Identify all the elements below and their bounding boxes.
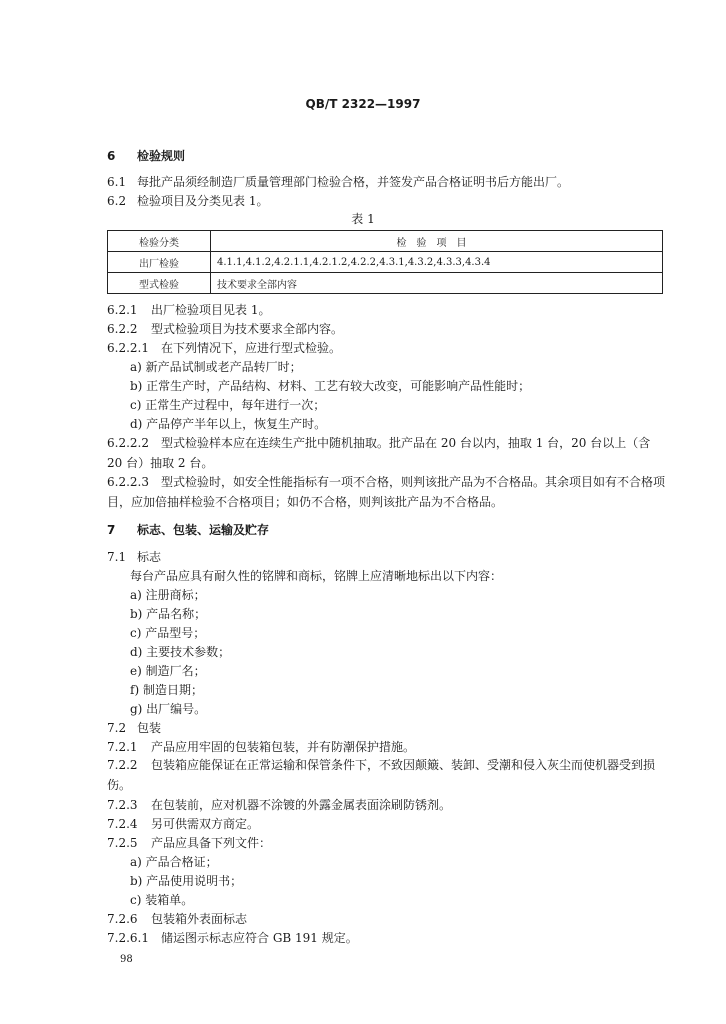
clause-6-2-2-3	[107, 472, 665, 512]
clause-text: 产品应用牢固的包装箱包装，并有防潮保护措施。	[151, 740, 416, 754]
inspection-table	[107, 230, 663, 294]
list-item: e) 制造厂名；	[130, 664, 206, 678]
section-title: 标志、包装、运输及贮存	[137, 523, 270, 537]
clause-number: 7.2.2	[107, 758, 138, 772]
list-item: d) 产品停产半年以上，恢复生产时。	[130, 417, 327, 431]
clause-7-2-6	[107, 911, 247, 927]
section-number: 6	[107, 149, 116, 163]
clause-number: 7.2.5	[107, 836, 138, 850]
clause-number: 7.2.6.1	[107, 931, 149, 945]
clause-number: 7.2	[107, 721, 127, 735]
list-item: c) 正常生产过程中，每年进行一次；	[130, 398, 326, 412]
table-row	[108, 273, 663, 294]
clause-7-2-3	[107, 797, 451, 813]
list-item: a) 注册商标；	[130, 588, 206, 602]
clause-6-2-1	[107, 302, 270, 318]
clause-number: 7.2.1	[107, 740, 138, 754]
clause-6-2-2-2	[107, 433, 665, 473]
list-item: b) 产品名称；	[130, 607, 207, 621]
table-cell-items: 4.1.1,4.1.2,4.2.1.1,4.2.1.2,4.2.2,4.3.1,4.3.2,4.3.3,4.3.4	[211, 252, 663, 273]
clause-number: 6.2.2.3	[107, 475, 149, 489]
clause-text: 包装箱外表面标志	[151, 912, 248, 926]
table-cell-category: 出厂检验	[108, 252, 211, 273]
section-number: 7	[107, 523, 116, 537]
clause-number: 7.2.4	[107, 817, 138, 831]
clause-7-2-4	[107, 816, 259, 832]
clause-text: 型式检验项目为技术要求全部内容。	[151, 322, 344, 336]
list-item: a) 产品合格证；	[130, 855, 218, 869]
clause-number: 6.2.1	[107, 303, 138, 317]
table-header-category: 检验分类	[108, 231, 211, 252]
clause-number: 7.1	[107, 550, 127, 564]
clause-text: 型式检验样本应在连续生产批中随机抽取。批产品在 20 台以内，抽取 1 台，20 台以上（含 20 台）抽取 2 台。	[107, 436, 651, 470]
table-cell-items: 技术要求全部内容	[211, 273, 663, 294]
clause-number: 6.2.2	[107, 322, 138, 336]
clause-number: 6.2.2.1	[107, 341, 149, 355]
list-item: b) 产品使用说明书；	[130, 874, 243, 888]
list-item: g) 出厂编号。	[130, 702, 207, 716]
list-item: a) 新产品试制或老产品转厂时；	[130, 360, 302, 374]
clause-title: 包装	[137, 721, 162, 735]
standard-header: QB/T 2322—1997	[305, 97, 421, 111]
clause-number: 7.2.3	[107, 798, 138, 812]
list-item: f) 制造日期；	[130, 683, 203, 697]
list-item: c) 装箱单。	[130, 893, 194, 907]
clause-7-2-1	[107, 739, 415, 755]
clause-number: 6.2.2.2	[107, 436, 149, 450]
clause-6-2	[107, 193, 268, 209]
clause-6-2-2	[107, 321, 343, 337]
clause-6-2-2-1	[107, 340, 341, 356]
section-6-heading	[107, 148, 185, 164]
clause-text: 另可供需双方商定。	[151, 817, 260, 831]
clause-number: 7.2.6	[107, 912, 138, 926]
table-header-items: 检验项目	[211, 231, 663, 252]
list-item: b) 正常生产时，产品结构、材料、工艺有较大改变，可能影响产品性能时；	[130, 379, 531, 393]
clause-7-1-intro: 每台产品应具有耐久性的铭牌和商标，铭牌上应清晰地标出以下内容：	[130, 569, 503, 583]
clause-text: 包装箱应能保证在正常运输和保管条件下，不致因颠簸、装卸、受潮和侵入灰尘而使机器受到损伤。	[107, 758, 656, 792]
clause-text: 型式检验时，如安全性能指标有一项不合格，则判该批产品为不合格品。其余项目如有不合格项目，应加倍抽样检验不合格项目；如仍不合格，则判该批产品为不合格品。	[107, 475, 666, 509]
clause-text: 检验项目及分类见表 1。	[137, 194, 269, 208]
clause-text: 储运图示标志应符合 GB 191 规定。	[161, 931, 358, 945]
clause-number: 6.2	[107, 194, 127, 208]
clause-text: 在包装前，应对机器不涂镀的外露金属表面涂刷防锈剂。	[151, 798, 452, 812]
table-caption: 表 1	[351, 212, 375, 226]
clause-7-2-6-1	[107, 930, 358, 946]
table-header-row	[108, 231, 663, 252]
list-item: c) 产品型号；	[130, 626, 206, 640]
page-number: 98	[120, 954, 133, 965]
clause-title: 标志	[137, 550, 162, 564]
clause-7-2	[107, 720, 161, 736]
clause-7-1	[107, 549, 161, 565]
section-7-heading	[107, 522, 269, 538]
clause-6-1	[107, 174, 569, 190]
clause-text: 产品应具备下列文件：	[151, 836, 272, 850]
clause-text: 出厂检验项目见表 1。	[151, 303, 271, 317]
section-title: 检验规则	[137, 149, 186, 163]
clause-text: 在下列情况下，应进行型式检验。	[161, 341, 342, 355]
table-row	[108, 252, 663, 273]
clause-number: 6.1	[107, 175, 127, 189]
clause-7-2-5	[107, 835, 271, 851]
list-item: d) 主要技术参数；	[130, 645, 231, 659]
clause-7-2-2	[107, 755, 665, 795]
clause-text: 每批产品须经制造厂质量管理部门检验合格，并签发产品合格证明书后方能出厂。	[137, 175, 570, 189]
table-cell-category: 型式检验	[108, 273, 211, 294]
